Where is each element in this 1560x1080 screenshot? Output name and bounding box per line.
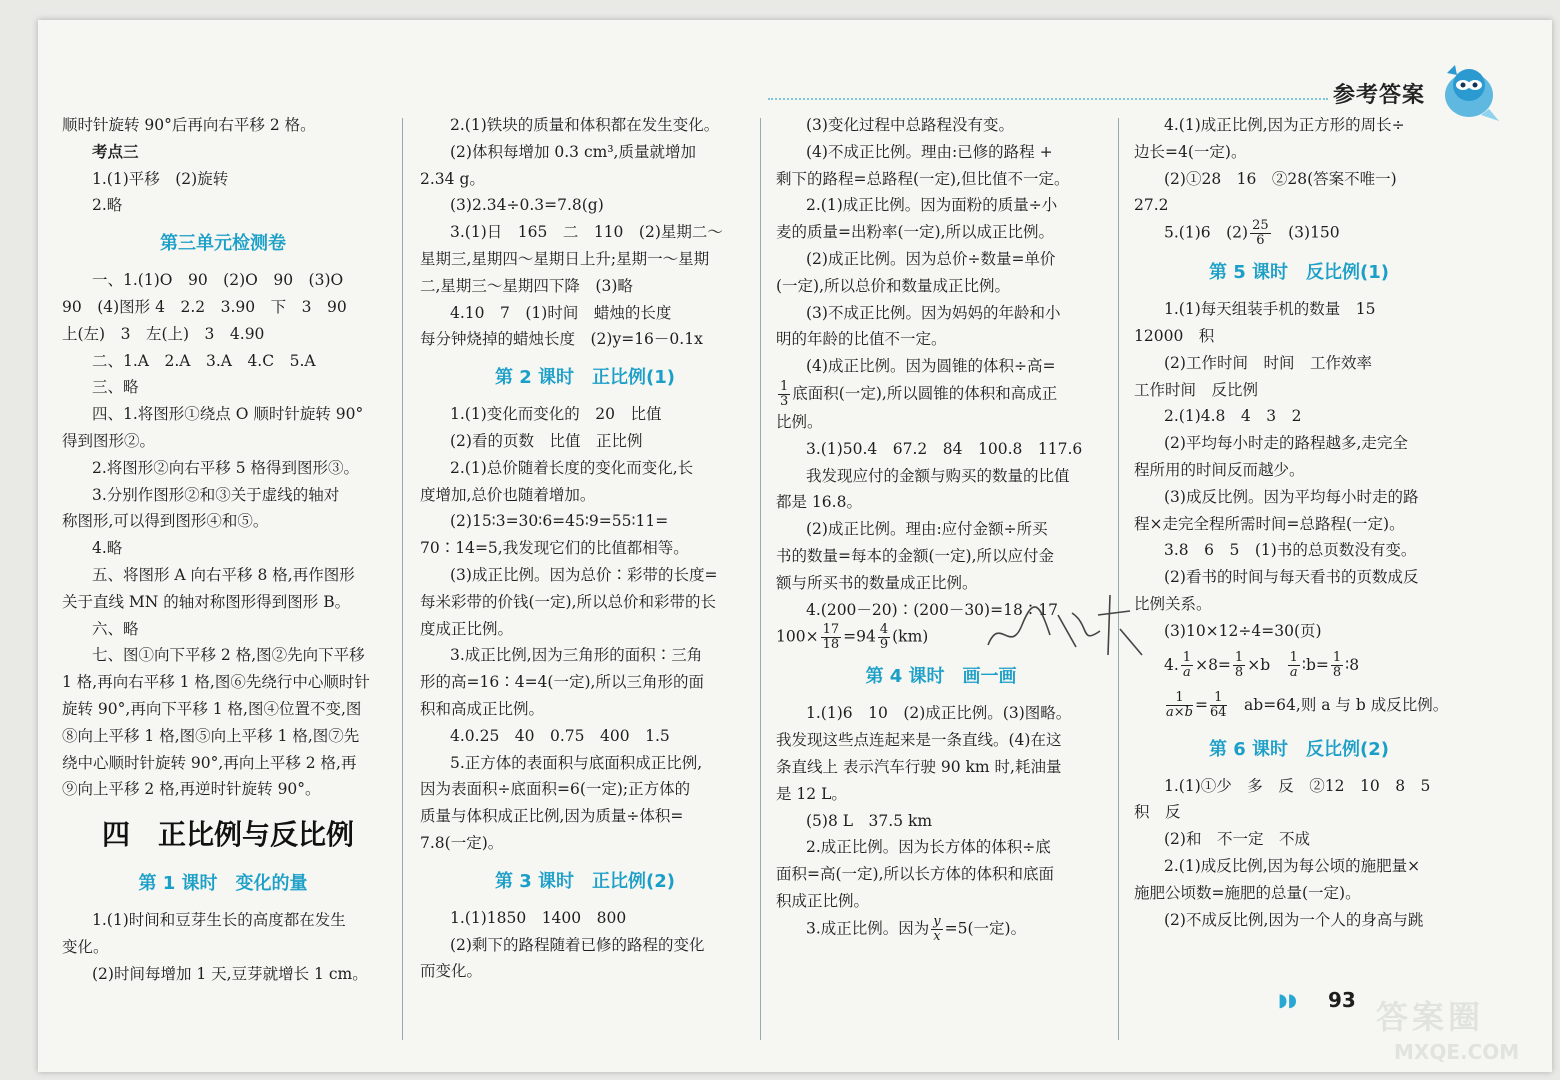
answer-column-1 — [62, 112, 384, 988]
answer-line: 我发现应付的金额与购买的数量的比值 — [806, 466, 1070, 485]
answer-line: (3)变化过程中总路程没有变。 — [806, 116, 1014, 134]
answer-line: (2)平均每小时走的路程越多,走完全 — [1164, 434, 1408, 453]
answer-line: 积 反 — [1134, 803, 1181, 822]
answer-line: 绕中心顺时针旋转 90°,再向上平移 2 格,再 — [62, 753, 357, 772]
answer-line: (2)工作时间 时间 工作效率 — [1164, 353, 1372, 372]
answer-line: 得到图形②。 — [62, 431, 156, 450]
answer-line: 程×走完全程所需时间=总路程(一定)。 — [1134, 514, 1405, 533]
answer-line: 2.(1)成反比例,因为每公顷的施肥量× — [1164, 856, 1421, 875]
answer-text: ×b — [1247, 655, 1271, 674]
fraction-numerator: 1 — [1166, 691, 1193, 706]
answer-line: 4.0.25 40 0.75 400 1.5 — [450, 726, 670, 745]
answer-line: (2)看的页数 比值 正比例 — [450, 431, 643, 450]
answer-line: 2.将图形②向右平移 5 格得到图形③。 — [92, 458, 360, 477]
answer-line — [776, 380, 1106, 409]
answer-line: 4.(200－20)∶(200－30)=18∶17 — [806, 600, 1059, 619]
answer-line: 剩下的路程=总路程(一定),但比值不一定。 — [776, 169, 1070, 188]
column-divider — [1118, 118, 1119, 1040]
answer-line: 4.略 — [92, 539, 123, 558]
answer-line: 3.成正比例,因为三角形的面积∶三角 — [450, 646, 703, 665]
answer-line: 我发现这些点连起来是一条直线。(4)在这 — [776, 731, 1062, 750]
answer-line: (2)成正比例。理由:应付金额÷所买 — [806, 520, 1048, 539]
fraction — [1181, 651, 1193, 680]
answer-text: (km) — [892, 627, 929, 646]
fraction-numerator: 1 — [1289, 650, 1298, 666]
answer-text: 4. — [1164, 655, 1179, 674]
answer-line: (4)不成正比例。理由:已修的路程 + — [806, 142, 1053, 161]
fraction — [931, 915, 942, 944]
answer-line: 程所用的时间反而越少。 — [1134, 460, 1305, 479]
answer-line: 1.(1)6 10 (2)成正比例。(3)图略。 — [806, 704, 1072, 723]
answer-text: ab=64,则 a 与 b 成反比例。 — [1244, 695, 1449, 714]
fraction — [821, 623, 842, 652]
fraction-numerator: 25 — [1252, 218, 1269, 234]
answer-line: 旋转 90°,再向下平移 1 格,图④位置不变,图 — [62, 699, 362, 718]
fraction-numerator: 17 — [822, 622, 840, 638]
answer-line: 变化。 — [62, 937, 109, 956]
fraction-denominator: 8 — [1332, 665, 1342, 681]
fraction — [878, 623, 890, 652]
answer-line: 质量与体积成正比例,因为质量÷体积= — [420, 807, 684, 826]
answer-line: 六、略 — [92, 619, 139, 638]
answer-line: 90 (4)图形 4 2.2 3.90 下 3 90 — [62, 297, 347, 316]
answer-text: ∶b= — [1301, 655, 1329, 674]
answer-line — [1134, 219, 1464, 248]
answer-line: 而变化。 — [420, 962, 483, 981]
answer-line: 2.(1)成正比例。因为面粉的质量÷小 — [806, 196, 1058, 215]
answer-line: 1.(1)①少 多 反 ②12 10 8 5 — [1164, 776, 1431, 795]
section-heading: 第 1 课时 变化的量 — [138, 873, 308, 895]
answer-line: 考点三 — [92, 141, 139, 161]
answer-line: 1.(1)变化而变化的 20 比值 — [450, 405, 662, 424]
answer-line: 3.分别作图形②和③关于虚线的轴对 — [92, 485, 340, 504]
answer-line: 一、1.(1)O 90 (2)O 90 (3)O — [92, 271, 344, 290]
answer-line: (3)成反比例。因为平均每小时走的路 — [1164, 487, 1419, 506]
header-divider — [768, 98, 1328, 100]
fraction-numerator: 1 — [1332, 650, 1342, 666]
answer-line: 3.(1)日 165 二 110 (2)星期二～ — [450, 223, 723, 242]
answer-line: 2.34 g。 — [420, 169, 485, 188]
answer-line: 70∶14=5,我发现它们的比值都相等。 — [420, 539, 689, 558]
answer-line: 四、1.将图形①绕点 O 顺时针旋转 90° — [92, 405, 364, 424]
answer-line: 额与所买书的数量成正比例。 — [776, 573, 978, 592]
answer-text: (3)150 — [1272, 223, 1340, 242]
answer-line: 比例。 — [776, 412, 823, 431]
fraction-denominator: 6 — [1256, 233, 1265, 249]
fraction-denominator: a — [1289, 665, 1298, 681]
answer-line: 积成正比例。 — [776, 891, 870, 910]
answer-text: 5.(1)6 (2) — [1164, 223, 1249, 242]
answer-line: 4.(1)成正比例,因为正方形的周长÷ — [1164, 116, 1405, 134]
column-divider — [760, 118, 761, 1040]
section-heading: 第 4 课时 画一画 — [865, 666, 1017, 688]
fraction-numerator: 1 — [780, 378, 789, 394]
fraction-denominator: 3 — [780, 393, 789, 409]
answer-text: ∶8 — [1345, 655, 1360, 674]
answer-line: 1.(1)每天组装手机的数量 15 — [1164, 300, 1376, 319]
page-number: 93 — [1328, 988, 1356, 1012]
answer-line: (2)成正比例。因为总价÷数量=单价 — [806, 249, 1056, 268]
fraction — [1331, 651, 1343, 680]
answer-text: 100× — [776, 627, 819, 646]
answer-line: (3)10×12÷4=30(页) — [1164, 621, 1322, 640]
fraction — [778, 380, 790, 409]
answer-line: 积和高成正比例。 — [420, 699, 545, 718]
answer-column-2 — [420, 112, 750, 985]
answer-line: 顺时针旋转 90°后再向右平移 2 格。 — [62, 116, 316, 134]
section-heading: 第 5 课时 反比例(1) — [1208, 262, 1390, 284]
section-heading: 第三单元检测卷 — [160, 233, 286, 255]
answer-line: 形的高=16∶4=4(一定),所以三角形的面 — [420, 673, 704, 692]
answer-line: 三、略 — [92, 378, 139, 397]
answer-line: 麦的质量=出粉率(一定),所以成正比例。 — [776, 223, 1055, 242]
answer-line: 每米彩带的价钱(一定),所以总价和彩带的长 — [420, 592, 717, 611]
answer-line: 称图形,可以得到图形④和⑤。 — [62, 512, 269, 531]
answer-line: 1.(1)1850 1400 800 — [450, 908, 627, 927]
answer-line: 5.正方体的表面积与底面积成正比例, — [450, 753, 703, 772]
answer-line: 五、将图形 A 向右平移 8 格,再作图形 — [92, 565, 355, 584]
answer-line: 度成正比例。 — [420, 619, 514, 638]
fraction-denominator: x — [933, 928, 941, 944]
answer-line: 工作时间 反比例 — [1134, 380, 1259, 399]
answer-line: 2.略 — [92, 196, 123, 215]
answer-line: ⑨向上平移 2 格,再逆时针旋转 90°。 — [62, 780, 321, 799]
answer-line: 度增加,总价也随着增加。 — [420, 485, 596, 504]
answer-line: 关于直线 MN 的轴对称图形得到图形 B。 — [62, 592, 351, 611]
answer-line: (3)成正比例。因为总价∶彩带的长度= — [450, 565, 718, 584]
fraction-denominator: 64 — [1209, 705, 1227, 721]
column-divider — [402, 118, 403, 1040]
answer-line: 都是 16.8。 — [776, 493, 862, 512]
section-heading: 第 6 课时 反比例(2) — [1208, 738, 1390, 760]
fraction-denominator: 9 — [879, 637, 889, 653]
fraction-numerator: 1 — [1234, 650, 1244, 666]
answer-line: 1.(1)时间和豆芽生长的高度都在发生 — [92, 911, 346, 930]
unit-heading: 四 正比例与反比例 — [102, 818, 355, 852]
answer-line: 7.8(一定)。 — [420, 833, 504, 852]
answer-line: 每分钟烧掉的蜡烛长度 (2)y=16－0.1x — [420, 330, 703, 349]
answer-line: 4.10 7 (1)时间 蜡烛的长度 — [450, 303, 672, 322]
fraction-denominator: 8 — [1234, 665, 1244, 681]
answer-line: (2)看书的时间与每天看书的页数成反 — [1164, 568, 1419, 587]
answer-line: 1 格,再向右平移 1 格,图⑥先绕行中心顺时针 — [62, 673, 370, 692]
answer-line: 2.(1)铁块的质量和体积都在发生变化。 — [450, 116, 720, 134]
answer-line: 二、1.A 2.A 3.A 4.C 5.A — [92, 351, 316, 370]
answer-column-3 — [776, 112, 1106, 944]
answer-text: = — [1194, 695, 1208, 714]
answer-text: =94 — [843, 627, 876, 646]
answer-line: (4)成正比例。因为圆锥的体积÷高= — [806, 357, 1056, 376]
section-heading: 第 3 课时 正比例(2) — [494, 870, 676, 892]
fraction — [1250, 219, 1271, 248]
fraction-denominator: 18 — [822, 637, 840, 653]
answer-line: (一定),所以总价和数量成正比例。 — [776, 276, 1011, 295]
answer-line: 27.2 — [1134, 196, 1169, 215]
answer-line: 1.(1)平移 (2)旋转 — [92, 169, 229, 188]
answer-line: (3)2.34÷0.3=7.8(g) — [450, 196, 604, 215]
answer-line: 比例关系。 — [1134, 594, 1212, 613]
answer-line: 2.(1)总价随着长度的变化而变化,长 — [450, 458, 694, 477]
answer-line: (2)时间每增加 1 天,豆芽就增长 1 cm。 — [92, 964, 368, 983]
answer-line: (5)8 L 37.5 km — [806, 811, 933, 830]
answer-text: ×8= — [1195, 655, 1231, 674]
answer-line: 是 12 L。 — [776, 784, 847, 803]
fraction-denominator: a — [1183, 665, 1191, 681]
answer-line: 2.(1)4.8 4 3 2 — [1164, 407, 1302, 426]
answer-line: 条直线上 表示汽车行驶 90 km 时,耗油量 — [776, 757, 1062, 776]
page-decoration: ◗◗ — [1278, 990, 1297, 1011]
answer-line: (2)和 不一定 不成 — [1164, 830, 1310, 849]
fraction — [1288, 651, 1300, 680]
fraction-numerator: 1 — [1210, 691, 1227, 706]
answer-line: 3.8 6 5 (1)书的总页数没有变。 — [1164, 541, 1417, 560]
answer-line: 施肥公顷数=施肥的总量(一定)。 — [1134, 883, 1361, 902]
answer-line: 12000 积 — [1134, 326, 1215, 345]
answer-text: 底面积(一定),所以圆锥的体积和高成正 — [792, 384, 1058, 403]
fraction-denominator: a×b — [1166, 705, 1193, 721]
answer-line — [776, 915, 1106, 944]
answer-line: (2)剩下的路程随着已修的路程的变化 — [450, 935, 705, 954]
site-watermark — [1370, 990, 1540, 1072]
answer-line: 边长=4(一定)。 — [1134, 142, 1247, 161]
watermark-url: MXQE.COM — [1394, 1040, 1520, 1064]
answer-line: 书的数量=每本的金额(一定),所以应付金 — [776, 546, 1055, 565]
answer-line — [1134, 645, 1464, 685]
fraction-numerator: 1 — [1182, 650, 1192, 666]
handwriting-scribble — [980, 585, 1150, 665]
answer-line: 星期三,星期四～星期日上升;星期一～星期 — [420, 249, 710, 268]
answer-line: 3.(1)50.4 67.2 84 100.8 117.6 — [806, 439, 1083, 458]
answer-line: 七、图①向下平移 2 格,图②先向下平移 — [92, 646, 365, 665]
answer-column-4 — [1134, 112, 1464, 933]
page-header-title: 参考答案 — [1333, 83, 1426, 108]
answer-line: (2)①28 16 ②28(答案不唯一) — [1164, 169, 1397, 188]
fraction — [1210, 691, 1227, 720]
answer-line: (2)15∶3=30∶6=45∶9=55∶11= — [450, 512, 669, 531]
section-heading: 第 2 课时 正比例(1) — [494, 367, 676, 389]
answer-line: 面积=高(一定),所以长方体的体积和底面 — [776, 865, 1055, 884]
answer-line: ⑧向上平移 1 格,图⑤向上平移 1 格,图⑦先 — [62, 726, 360, 745]
fraction-numerator: 4 — [879, 622, 889, 638]
answer-line: 因为表面积÷底面积=6(一定);正方体的 — [420, 780, 691, 799]
answer-text: 3.成正比例。因为 — [806, 919, 930, 938]
answer-line: 二,星期三～星期四下降 (3)略 — [420, 276, 633, 295]
answer-line: 明的年龄的比值不一定。 — [776, 330, 947, 349]
answer-line: 2.成正比例。因为长方体的体积÷底 — [806, 838, 1051, 857]
fraction-numerator: y — [933, 913, 941, 929]
answer-line — [1134, 685, 1464, 725]
fraction — [1233, 651, 1245, 680]
answer-line: (3)不成正比例。因为妈妈的年龄和小 — [806, 303, 1061, 322]
answer-line: (2)不成反比例,因为一个人的身高与跳 — [1164, 910, 1424, 929]
fraction — [1166, 691, 1193, 720]
watermark-text: 答案圈 — [1376, 998, 1485, 1036]
answer-line: (2)体积每增加 0.3 cm³,质量就增加 — [450, 142, 696, 161]
answer-text: =5(一定)。 — [944, 919, 1027, 938]
answer-line: 上(左) 3 左(上) 3 4.90 — [62, 324, 265, 343]
